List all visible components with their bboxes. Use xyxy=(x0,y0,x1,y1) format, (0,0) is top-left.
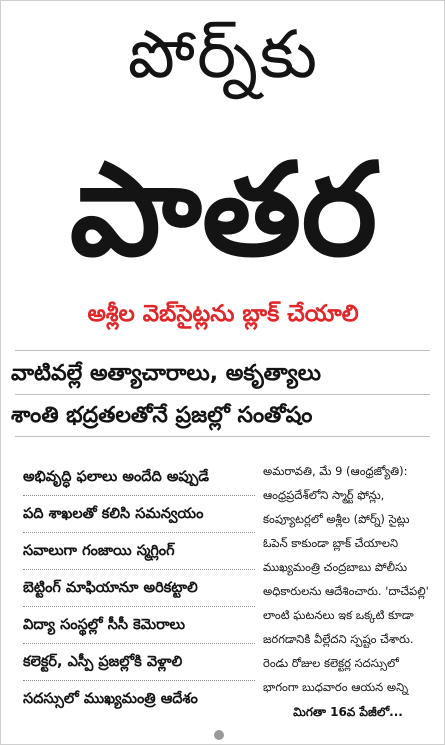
headline-kicker: పోర్న్‌కు xyxy=(127,16,320,93)
bullet-item: పది శాఖలతో కలిసి సమన్వయం xyxy=(23,496,255,533)
divider-rule xyxy=(15,394,430,395)
bullet-list xyxy=(23,459,255,717)
red-subheadline: అశ్లీల వెబ్‌సైట్లను బ్లాక్ చేయాలి xyxy=(87,301,359,327)
main-headline: పాతర xyxy=(69,136,378,285)
bullet-item: సదస్సులో ముఖ్యమంత్రి ఆదేశం xyxy=(23,691,198,707)
bullet-item: అభివృద్ధి ఫలాలు అందేది అప్పుడే xyxy=(23,459,255,496)
bullet-item: బెట్టింగ్ మాఫియానూ అరికట్టాలి xyxy=(23,570,255,607)
bullet-item: సవాలుగా గంజాయి స్మగ్లింగ్ xyxy=(23,533,255,570)
page-indicator-dot xyxy=(214,730,224,740)
divider-rule xyxy=(15,350,430,351)
article-body: అమరావతి, మే 9 (ఆంధ్రజ్యోతి): ఆంధ్రప్రదేశ్‌లోని స్మార్ట్ ఫోన్లు, కంప్యూటర్లలో అశ్లీల (పోర్న్) సైట్లు ఓపెన్ కాకుండా బ్లాక్ చేయాలని ముఖ్యమంత్రి చంద్రబాబు పోలీసు అధికారులను ఆదేశించారు. 'దాచేపల్లి' లాంటి ఘటనలు ఇక ఒక్కటి కూడా జరగడానికి వీల్లేదని స్పష్టం చేశారు. రెండు రోజుల కలెక్టర్ల సదస్సులో భాగంగా బుధవారం ఆయన అన్ని xyxy=(263,464,429,694)
divider-rule xyxy=(15,436,430,437)
bullet-item: విద్యా సంస్థల్లో సీసీ కెమెరాలు xyxy=(23,607,255,644)
deck-line: శాంతి భద్రతలతోనే ప్రజల్లో సంతోషం xyxy=(11,403,313,428)
continued-note: మిగతా 16వ పేజీలో... xyxy=(293,705,403,719)
bullet-item: కలెక్టర్, ఎస్పీ ప్రజల్లోకి వెళ్లాలి xyxy=(23,644,255,681)
deck-line: వాటివల్లే అత్యాచారాలు, అకృత్యాలు xyxy=(11,361,321,386)
